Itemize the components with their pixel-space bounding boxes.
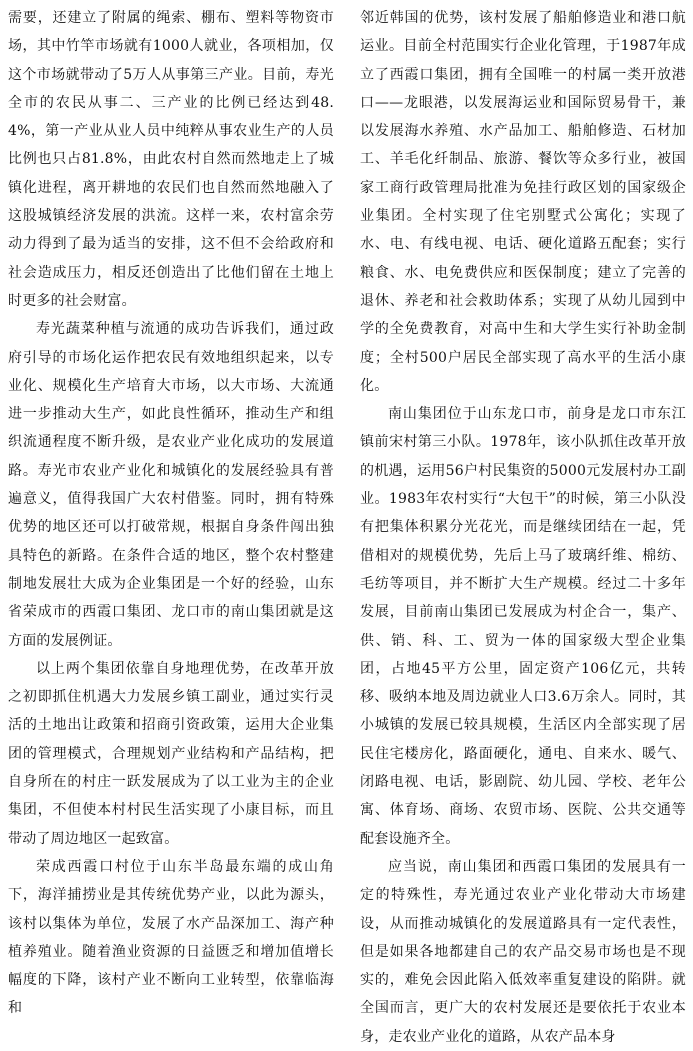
paragraph: 需要，还建立了附属的绳索、棚布、塑料等物资市场，其中竹竿市场就有1000人就业，各项相加，仅这个市场就带动了5万人从事第三产业。目前，寿光全市的农民从事二、三产业的比例已经达到48.4%，第一产业从业人员中纯粹从事农业生产的人员比例也只占81.8%，由此农村自然而然地走上了城镇化进程，离开耕地的农民们也自然而然地融入了这股城镇经济发展的洪流。这样一来，农村富余劳动力得到了最为适当的安排，这不但不会给政府和社会造成压力，相反还创造出了比他们留在土地上时更多的社会财富。 <box>8 10 334 309</box>
paragraph: 应当说，南山集团和西霞口集团的发展具有一定的特殊性，寿光通过农业产业化带动大市场建设，从而推动城镇化的发展道路具有一定代表性，但是如果各地都建自己的农产品交易市场也是不现实的，难免会因此陷入低效率重复建设的陷阱。就全国而言，更广大的农村发展还是要依托于农业本身，走农业产业化的道路，从农产品本身 <box>360 858 686 1045</box>
paragraph: 荣成西霞口村位于山东半岛最东端的成山角下，海洋捕捞业是其传统优势产业，以此为源头，该村以集体为单位，发展了水产品深加工、海产种植养殖业。随着渔业资源的日益匮乏和增加值增长幅度的下降，该村产业不断向工业转型，依靠临海和 <box>8 858 334 1017</box>
paragraph: 寿光蔬菜种植与流通的成功告诉我们，通过政府引导的市场化运作把农民有效地组织起来，以专业化、规模化生产培育大市场，以大市场、大流通进一步推动大生产，如此良性循环，推动生产和组织流通程度不断升级，是农业产业化成功的发展道路。寿光市农业产业化和城镇化的发展经验具有普遍意义，值得我国广大农村借鉴。同时，拥有特殊优势的地区还可以打破常规，根据自身条件闯出独具特色的新路。在条件合适的地区，整个农村整建制地发展壮大成为企业集团是一个好的经验，山东省荣成市的西霞口集团、龙口市的南山集团就是这方面的发展例证。 <box>8 321 334 649</box>
left-column <box>8 4 334 1023</box>
paragraph: 南山集团位于山东龙口市，前身是龙口市东江镇前宋村第三小队。1978年，该小队抓住改革开放的机遇，运用56户村民集资的5000元发展村办工副业。1983年农村实行“大包干”的时候，第三小队没有把集体积累分光花光，而是继续团结在一起，凭借相对的规模优势，先后上马了玻璃纤维、棉纺、毛纺等项目，并不断扩大生产规模。经过二十多年发展，目前南山集团已发展成为村企合一，集产、供、销、科、工、贸为一体的国家级大型企业集团，占地45平方公里，固定资产106亿元，共转移、吸纳本地及周边就业人口3.6万余人。同时，其小城镇的发展已较具规模，生活区内全部实现了居民住宅楼房化，路面硬化，通电、自来水、暖气、闭路电视、电话，影剧院、幼儿园、学校、老年公寓、体育场、商场、农贸市场、医院、公共交通等配套设施齐全。 <box>360 406 686 847</box>
right-column <box>360 4 686 1051</box>
paragraph: 以上两个集团依靠自身地理优势，在改革开放之初即抓住机遇大力发展乡镇工副业，通过实行灵活的土地出让政策和招商引资政策，运用大企业集团的管理模式，合理规划产业结构和产品结构，把自身所在的村庄一跃发展成为了以工业为主的企业集团，不但使本村村民生活实现了小康目标，而且带动了周边地区一起致富。 <box>8 660 334 847</box>
paragraph: 邻近韩国的优势，该村发展了船舶修造业和港口航运业。目前全村范围实行企业化管理，于1987年成立了西霞口集团，拥有全国唯一的村属一类开放港口——龙眼港，以发展海运业和国际贸易骨干，兼以发展海水养殖、水产品加工、船舶修造、石材加工、羊毛化纤制品、旅游、餐饮等众多行业，被国家工商行政管理局批准为免挂行政区划的国家级企业集团。全村实现了住宅别墅式公寓化；实现了水、电、有线电视、电话、硬化道路五配套；实行粮食、水、电免费供应和医保制度；建立了完善的退休、养老和社会救助体系；实现了从幼儿园到中学的全免费教育，对高中生和大学生实行补助金制度；全村500户居民全部实现了高水平的生活小康化。 <box>360 10 686 394</box>
